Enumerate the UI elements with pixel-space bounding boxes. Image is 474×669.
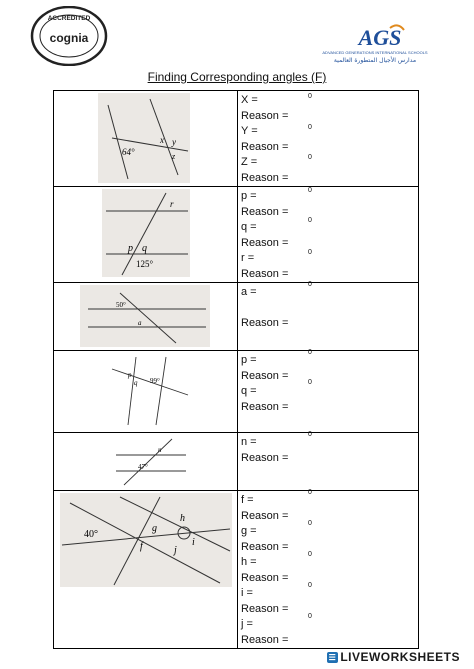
ags-english-text: ADVANCED GENERATIONS INTERNATIONAL SCHOOLS (322, 50, 428, 55)
answer-line: Reason = (241, 400, 289, 413)
worksheet-table (53, 90, 419, 649)
fig4-label-q: q (134, 379, 138, 387)
fig3-label-a: a (138, 319, 142, 327)
fig4-label-p: p (128, 371, 132, 379)
answer-line: Reason = (241, 571, 289, 584)
fig1-label-x: x (160, 135, 164, 145)
figure-2-diagram (102, 189, 190, 277)
fig2-label-r: r (170, 199, 174, 209)
degree-mark: 0 (308, 582, 312, 589)
accredited-text: ACCREDITED (47, 15, 91, 22)
answer-line: Reason = (241, 236, 289, 249)
question-row-2 (54, 187, 419, 283)
answer-line: Reason = (241, 509, 289, 522)
figure-6-diagram (60, 493, 232, 587)
liveworksheets-logo (327, 650, 460, 664)
cognia-text: cognia (49, 31, 89, 45)
answer-line: p = (241, 190, 257, 202)
figure-3-diagram (80, 285, 210, 347)
fig4-label-99: 99° (150, 377, 160, 385)
answer-line: g = (241, 525, 257, 537)
degree-mark: 0 (308, 349, 312, 356)
answer-line: Reason = (241, 267, 289, 280)
degree-mark: 0 (308, 187, 312, 194)
fig1-label-y: y (172, 137, 176, 147)
cognia-accreditation-logo (30, 6, 108, 66)
degree-mark: 0 (308, 520, 312, 527)
answer-line: Reason = (241, 633, 289, 646)
degree-mark: 0 (308, 489, 312, 496)
answer-line: i = (241, 587, 253, 599)
liveworksheets-brand: LIVEWORKSHEETS (340, 650, 460, 664)
answer-line: Reason = (241, 171, 289, 184)
fig6-label-40: 40° (84, 529, 98, 540)
worksheet-title: Finding Corresponding angles (F) (147, 70, 327, 84)
fig3-label-50: 50° (116, 301, 126, 309)
answer-line: p = (241, 354, 257, 366)
ags-logo-text: AGS (358, 25, 402, 50)
answer-line: f = (241, 494, 254, 506)
answer-line: Reason = (241, 140, 289, 153)
degree-mark: 0 (308, 249, 312, 256)
figure-cell (54, 351, 238, 433)
ags-school-logo (300, 20, 450, 66)
degree-mark: 0 (308, 154, 312, 161)
fig6-label-i: i (192, 537, 195, 548)
answer-cell (238, 351, 419, 433)
answer-cell (238, 433, 419, 491)
fig6-label-h: h (180, 513, 185, 524)
answer-line: Reason = (241, 602, 289, 615)
question-row-4 (54, 351, 419, 433)
answer-line: j = (241, 618, 253, 630)
degree-mark: 0 (308, 431, 312, 438)
fig6-label-g: g (152, 523, 157, 534)
answer-line: Reason = (241, 109, 289, 122)
degree-mark: 0 (308, 93, 312, 100)
answer-line: a = (241, 286, 257, 298)
ags-arabic-text: مدارس الأجيال المتطورة العالمية (333, 57, 417, 64)
fig1-label-z: z (172, 152, 176, 161)
degree-mark: 0 (308, 217, 312, 224)
figure-cell (54, 187, 238, 283)
degree-mark: 0 (308, 124, 312, 131)
fig6-label-j: j (174, 545, 177, 556)
liveworksheets-badge-icon: ☰ (328, 653, 337, 663)
answer-line: q = (241, 385, 257, 397)
answer-cell (238, 187, 419, 283)
figure-4-diagram (110, 355, 190, 429)
answer-line: Y = (241, 125, 258, 137)
fig2-label-q: q (142, 243, 147, 254)
figure-cell (54, 433, 238, 491)
question-row-6 (54, 491, 419, 649)
answer-cell (238, 91, 419, 187)
degree-mark: 0 (308, 379, 312, 386)
figure-cell (54, 491, 238, 649)
answer-line: Reason = (241, 369, 289, 382)
figure-cell (54, 283, 238, 351)
degree-mark: 0 (308, 613, 312, 620)
answer-cell (238, 491, 419, 649)
fig5-label-n: n (158, 446, 162, 454)
answer-line: Reason = (241, 317, 289, 329)
figure-1-diagram (98, 93, 190, 183)
figure-5-diagram (112, 435, 190, 489)
degree-mark: 0 (308, 281, 312, 288)
fig5-label-47: 47° (138, 463, 148, 471)
fig2-label-125: 125° (136, 259, 154, 269)
answer-cell (238, 283, 419, 351)
answer-line: Reason = (241, 451, 289, 464)
answer-line: Z = (241, 156, 258, 168)
fig6-label-f: f (140, 541, 143, 552)
answer-line (241, 301, 418, 317)
answer-line: X = (241, 94, 258, 106)
question-row-3 (54, 283, 419, 351)
answer-line: r = (241, 252, 255, 264)
answer-line: q = (241, 221, 257, 233)
figure-cell (54, 91, 238, 187)
answer-line: h = (241, 556, 257, 568)
answer-line: Reason = (241, 205, 289, 218)
question-row-5 (54, 433, 419, 491)
answer-line: n = (241, 436, 257, 448)
fig2-label-p: p (128, 243, 133, 254)
degree-mark: 0 (308, 551, 312, 558)
answer-line: Reason = (241, 540, 289, 553)
question-row-1 (54, 91, 419, 187)
fig1-label-64: 64° (122, 147, 135, 157)
